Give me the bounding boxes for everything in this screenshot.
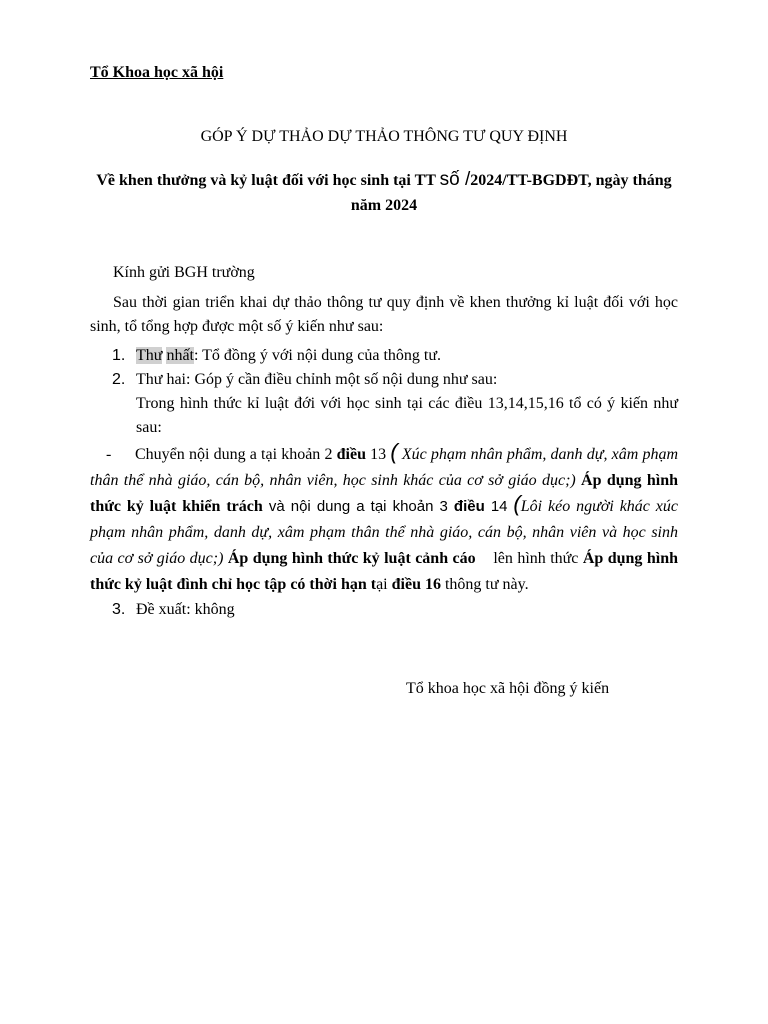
text-run: Chuyển nội dung a tại khoản 2 bbox=[135, 446, 337, 463]
open-paren: ( bbox=[390, 439, 398, 464]
list-text: Thư hai: Góp ý cần điều chỉnh một số nội dung như sau: bbox=[136, 371, 498, 388]
text-run-sans: và nội dung a tại khoản 3 bbox=[262, 498, 454, 515]
highlighted-word: nhất bbox=[166, 347, 194, 364]
text-run-bold: điều 16 bbox=[391, 576, 441, 593]
list-number: 3. bbox=[112, 601, 126, 618]
list-number: 2. bbox=[112, 371, 126, 388]
subtitle-text-1: Về khen thưởng và kỷ luật đối với học sinh tại TT bbox=[96, 172, 440, 189]
signature-line: Tổ khoa học xã hội đồng ý kiến bbox=[406, 680, 610, 697]
text-run-sans-bold: điều bbox=[453, 498, 485, 515]
document-subtitle bbox=[90, 167, 678, 218]
document-title: GÓP Ý DỰ THẢO DỰ THẢO THÔNG TƯ QUY ĐỊNH bbox=[200, 128, 568, 145]
document-body bbox=[90, 261, 678, 622]
text-run: 13 bbox=[366, 446, 391, 463]
department-heading: Tổ Khoa học xã hội bbox=[90, 64, 224, 81]
text-run: ại bbox=[376, 576, 392, 593]
text-run-bold: Áp dụng hình thức kỷ luật cảnh cáo bbox=[223, 550, 476, 567]
text-run-bold: Áp dụng hình thức kỷ luật đình chỉ học tập có thời hạn t bbox=[90, 550, 678, 593]
greeting: Kính gửi BGH trường bbox=[113, 264, 255, 281]
list-number: 1. bbox=[112, 347, 126, 364]
text-run: lên hình thức bbox=[475, 550, 583, 567]
text-run: thông tư này. bbox=[440, 576, 529, 593]
intro-paragraph: Sau thời gian triển khai dự thảo thông tư quy định về khen thưởng kỉ luật đối với học sinh, tổ tổng hợp được một số ý kiến như sau: bbox=[90, 294, 678, 335]
open-paren: ( bbox=[513, 491, 521, 516]
subtitle-so: số / bbox=[439, 169, 471, 190]
text-run-sans: 14 bbox=[484, 498, 508, 515]
subtitle-text-2: 2024/TT-BGDĐT, ngày tháng năm 2024 bbox=[350, 172, 672, 214]
text-run-bold: điều bbox=[336, 446, 366, 463]
text-run-italic: Xúc phạm nhân phẩm, danh dự, xâm phạm thân thể nhà giáo, cán bộ, nhân viên, học sinh khác của cơ sở giáo dục;) bbox=[90, 446, 679, 489]
list-text: Đề xuất: không bbox=[136, 601, 235, 618]
highlighted-word: Thư bbox=[136, 347, 163, 364]
list-item-2 bbox=[90, 368, 678, 392]
text-run-italic: Lôi kéo người khác xúc phạm nhân phẩm, danh dự, xâm phạm thân thể nhà giáo, cán bộ, nhân viên và học sinh của cơ sở giáo dục;) bbox=[90, 498, 679, 567]
list-item-1 bbox=[90, 344, 678, 368]
dash-paragraph bbox=[90, 439, 679, 598]
list-item-2-detail: Trong hình thức kỉ luật đới với học sinh tại các điều 13,14,15,16 tổ có ý kiến như sau: bbox=[136, 395, 678, 436]
list-item-3 bbox=[90, 598, 678, 622]
dash-bullet: - bbox=[106, 446, 112, 463]
list-text: : Tổ đồng ý với nội dung của thông tư. bbox=[194, 347, 442, 364]
text-run-bold: Áp dụng hình thức kỷ luật khiển trách bbox=[90, 472, 678, 515]
